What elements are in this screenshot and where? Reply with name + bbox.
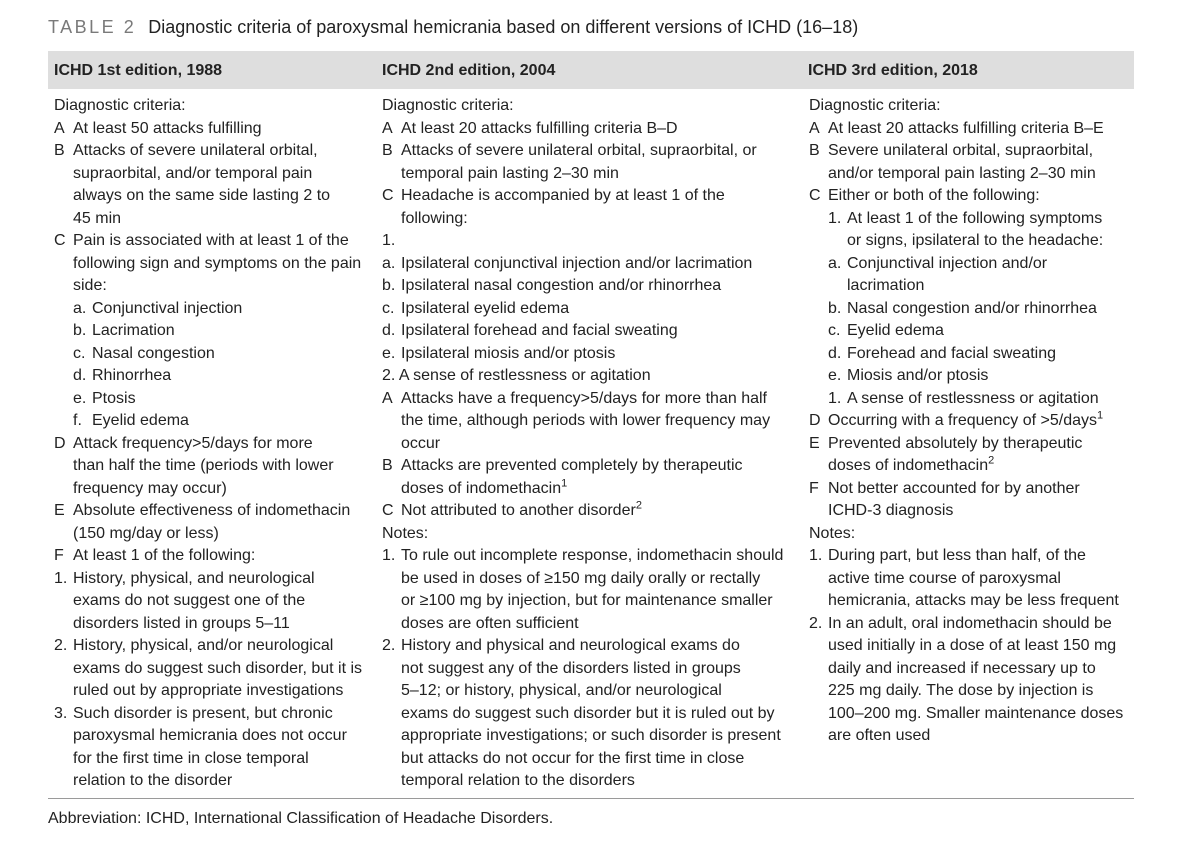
criteria-line [54, 208, 379, 231]
criteria-line [382, 725, 802, 748]
criteria-line [382, 253, 802, 276]
criteria-line [54, 680, 379, 703]
criteria-line [54, 500, 379, 523]
criteria-line [54, 388, 379, 411]
criteria-line [54, 568, 379, 591]
criteria-line [54, 433, 379, 456]
table-header-row [48, 51, 1134, 89]
criteria-line [382, 118, 802, 141]
criteria-text: Attacks are prevented completely by therapeutic [401, 457, 743, 474]
criteria-line [809, 298, 1134, 321]
criteria-text: Either or both of the following: [828, 187, 1040, 204]
criteria-text: Lacrimation [92, 322, 175, 339]
criteria-marker: C [382, 187, 394, 204]
criteria-line [809, 680, 1134, 703]
criteria-line [54, 658, 379, 681]
criteria-marker: C [54, 232, 66, 249]
criteria-text: Conjunctival injection and/or [847, 254, 1048, 272]
criteria-marker: 1. [809, 547, 823, 564]
criteria-line [382, 613, 802, 636]
criteria-text: History and physical and neurological exams do [401, 637, 740, 654]
criteria-text: and/or temporal pain lasting 2–30 min [828, 164, 1096, 182]
criteria-line [382, 568, 802, 591]
criteria-line [382, 230, 802, 253]
criteria-line [382, 185, 802, 208]
criteria-text: Ipsilateral eyelid edema [401, 299, 570, 317]
criteria-line [809, 410, 1134, 433]
criteria-text: temporal pain lasting 2–30 min [401, 164, 619, 182]
criteria-line [382, 500, 802, 523]
criteria-text: Rhinorrhea [92, 367, 172, 384]
header-ichd-3rd: ICHD 3rd edition, 2018 [808, 62, 978, 79]
criteria-line [809, 185, 1134, 208]
criteria-line [54, 748, 379, 771]
criteria-line [54, 343, 379, 366]
criteria-marker: A [809, 119, 820, 137]
criteria-line [809, 95, 1134, 118]
criteria-line [54, 95, 379, 118]
criteria-line [809, 275, 1134, 298]
criteria-text: In an adult, oral indomethacin should be [828, 614, 1112, 632]
criteria-text: appropriate investigations; or such disorder is present [401, 727, 781, 744]
criteria-line [809, 140, 1134, 163]
criteria-marker: e. [382, 344, 396, 362]
criteria-marker: A [54, 119, 65, 137]
criteria-text: be used in doses of ≥150 mg daily orally or rectally [401, 569, 761, 587]
criteria-marker: B [382, 142, 393, 159]
criteria-line [809, 388, 1134, 411]
criteria-text: Severe unilateral orbital, supraorbital, [828, 142, 1094, 159]
criteria-line [382, 433, 802, 456]
criteria-line [54, 523, 379, 546]
criteria-marker: c. [382, 299, 395, 317]
criteria-line [382, 163, 802, 186]
criteria-text: frequency may occur) [73, 479, 227, 497]
criteria-line [382, 388, 802, 411]
criteria-text: but attacks do not occur for the first time in close [401, 749, 745, 767]
criteria-text: or ≥100 mg by injection, but for maintenance smaller [401, 592, 773, 609]
criteria-text: doses of indomethacin [828, 457, 989, 474]
criteria-line [809, 320, 1134, 343]
criteria-text: following: [401, 209, 468, 227]
criteria-text: following sign and symptoms on the pain [73, 254, 362, 272]
criteria-line [54, 635, 379, 658]
criteria-text: the time, although periods with lower frequency may [401, 412, 771, 429]
criteria-marker: D [809, 412, 821, 429]
criteria-marker: a. [73, 299, 87, 317]
criteria-marker: 2. [382, 637, 396, 654]
criteria-text: active time course of paroxysmal [828, 569, 1061, 587]
criteria-line [809, 545, 1134, 568]
criteria-line [809, 163, 1134, 186]
criteria-line [54, 118, 379, 141]
criteria-line [54, 163, 379, 186]
criteria-marker: 2. [809, 614, 823, 632]
criteria-text: always on the same side lasting 2 to [73, 187, 331, 204]
column-ichd-2nd [382, 95, 802, 793]
criteria-marker: F [809, 479, 819, 497]
table-title: Diagnostic criteria of paroxysmal hemicrania based on different versions of ICHD (16–18) [148, 17, 859, 37]
criteria-line [809, 613, 1134, 636]
criteria-text: paroxysmal hemicrania does not occur [73, 727, 347, 744]
footnote-ref: 2 [988, 454, 995, 467]
criteria-marker: d. [828, 344, 842, 362]
criteria-line [54, 365, 379, 388]
criteria-text: 225 mg daily. The dose by injection is [828, 682, 1094, 699]
criteria-marker: e. [828, 367, 842, 384]
criteria-line [809, 455, 1134, 478]
criteria-text: doses are often sufficient [401, 614, 579, 632]
table-bottom-rule [48, 798, 1134, 799]
criteria-line [54, 298, 379, 321]
criteria-line [54, 410, 379, 433]
criteria-text: Miosis and/or ptosis [847, 367, 989, 384]
criteria-line [809, 725, 1134, 748]
criteria-text: Prevented absolutely by therapeutic [828, 434, 1083, 452]
criteria-line [809, 478, 1134, 501]
criteria-line [809, 703, 1134, 726]
criteria-marker: E [54, 502, 65, 519]
criteria-marker: B [54, 142, 65, 159]
criteria-text: ruled out by appropriate investigations [73, 682, 344, 699]
criteria-line [54, 478, 379, 501]
criteria-text: Attack frequency>5/days for more [73, 434, 313, 452]
criteria-marker: f. [73, 412, 82, 429]
criteria-line [54, 770, 379, 793]
table-label: TABLE 2 [48, 17, 137, 37]
criteria-line [382, 410, 802, 433]
criteria-text: 100–200 mg. Smaller maintenance doses [828, 704, 1124, 722]
criteria-text: supraorbital, and/or temporal pain [73, 164, 313, 182]
criteria-text: At least 1 of the following: [73, 547, 256, 564]
criteria-line [54, 455, 379, 478]
criteria-line [809, 658, 1134, 681]
column-ichd-3rd [809, 95, 1134, 748]
criteria-line [382, 545, 802, 568]
criteria-text: daily and increased if necessary up to [828, 659, 1096, 677]
criteria-text: hemicrania, attacks may be less frequent [828, 592, 1119, 609]
criteria-line [382, 343, 802, 366]
criteria-text: Diagnostic criteria: [54, 97, 186, 114]
criteria-marker: 2. [54, 637, 68, 654]
criteria-marker: c. [73, 344, 86, 362]
criteria-text: disorders listed in groups 5–11 [73, 614, 290, 632]
criteria-line [809, 230, 1134, 253]
criteria-line [382, 275, 802, 298]
criteria-line [809, 118, 1134, 141]
criteria-line [54, 275, 379, 298]
criteria-line [54, 590, 379, 613]
criteria-text: Diagnostic criteria: [809, 97, 941, 114]
criteria-line [809, 523, 1134, 546]
criteria-marker: 1. [54, 569, 68, 587]
criteria-marker: 1. [828, 389, 842, 407]
criteria-text: At least 20 attacks fulfilling criteria B–D [401, 119, 678, 137]
criteria-text: Ipsilateral conjunctival injection and/or lacrimation [401, 254, 753, 272]
criteria-text: exams do not suggest one of the [73, 592, 306, 609]
criteria-marker: F [54, 547, 64, 564]
criteria-text: temporal relation to the disorders [401, 772, 635, 789]
criteria-text: Eyelid edema [847, 322, 944, 339]
criteria-text: used initially in a dose of at least 150 mg [828, 637, 1117, 654]
criteria-text: 45 min [73, 209, 122, 227]
criteria-line [382, 365, 802, 388]
criteria-line [382, 590, 802, 613]
criteria-text: side: [73, 277, 107, 294]
criteria-marker: 1. [828, 209, 842, 227]
criteria-marker: b. [828, 299, 842, 317]
criteria-marker: D [54, 434, 66, 452]
criteria-line [382, 320, 802, 343]
criteria-text: lacrimation [847, 277, 925, 294]
criteria-text: During part, but less than half, of the [828, 547, 1086, 564]
criteria-text: A sense of restlessness or agitation [847, 389, 1099, 407]
criteria-line [809, 343, 1134, 366]
criteria-text: are often used [828, 727, 931, 744]
criteria-marker: 3. [54, 704, 68, 722]
criteria-text: At least 1 of the following symptoms [847, 209, 1103, 227]
criteria-line [809, 590, 1134, 613]
criteria-text: Eyelid edema [92, 412, 189, 429]
criteria-text: Notes: [809, 524, 856, 542]
criteria-line [809, 365, 1134, 388]
criteria-line [54, 185, 379, 208]
criteria-marker: A [382, 389, 393, 407]
criteria-text: Occurring with a frequency of >5/days [828, 412, 1098, 429]
criteria-text: Absolute effectiveness of indomethacin [73, 502, 351, 519]
criteria-text: History, physical, and/or neurological [73, 637, 334, 654]
criteria-line [809, 568, 1134, 591]
criteria-marker: d. [382, 322, 396, 339]
column-ichd-1st [54, 95, 379, 793]
criteria-marker: a. [382, 254, 396, 272]
criteria-line [382, 748, 802, 771]
criteria-marker: B [809, 142, 820, 159]
criteria-line [382, 703, 802, 726]
criteria-marker: E [809, 434, 820, 452]
criteria-text: not suggest any of the disorders listed in groups [401, 659, 741, 677]
criteria-text: doses of indomethacin [401, 479, 562, 497]
criteria-text: or signs, ipsilateral to the headache: [847, 232, 1104, 249]
criteria-text: relation to the disorder [73, 772, 233, 789]
criteria-text: At least 50 attacks fulfilling [73, 119, 262, 137]
footnote-ref: 1 [561, 477, 568, 490]
criteria-text: Attacks have a frequency>5/days for more than half [401, 389, 767, 407]
criteria-line [54, 140, 379, 163]
header-ichd-1st: ICHD 1st edition, 1988 [54, 62, 223, 79]
criteria-line [382, 523, 802, 546]
criteria-text: Nasal congestion and/or rhinorrhea [847, 299, 1097, 317]
criteria-text: Notes: [382, 524, 429, 542]
table-footnote: Abbreviation: ICHD, International Classification of Headache Disorders. [48, 810, 554, 827]
criteria-line [809, 253, 1134, 276]
criteria-text: Nasal congestion [92, 344, 215, 362]
criteria-marker: A [382, 119, 393, 137]
criteria-line [809, 433, 1134, 456]
criteria-line [382, 208, 802, 231]
criteria-marker: B [382, 457, 393, 474]
criteria-text: Forehead and facial sweating [847, 344, 1057, 362]
criteria-line [382, 658, 802, 681]
criteria-line [54, 230, 379, 253]
criteria-line [809, 208, 1134, 231]
criteria-text: Such disorder is present, but chronic [73, 704, 333, 722]
criteria-marker: 1. [382, 232, 396, 249]
table-caption [48, 17, 858, 38]
criteria-marker: c. [828, 322, 841, 339]
criteria-marker: 1. [382, 547, 396, 564]
criteria-text: Diagnostic criteria: [382, 97, 514, 114]
criteria-text: Ptosis [92, 389, 136, 407]
criteria-text: 5–12; or history, physical, and/or neurological [401, 682, 722, 699]
criteria-line [382, 680, 802, 703]
criteria-text: exams do suggest such disorder, but it is [73, 659, 363, 677]
criteria-marker: e. [73, 389, 87, 407]
criteria-text: Not better accounted for by another [828, 479, 1080, 497]
criteria-text: Pain is associated with at least 1 of the [73, 232, 349, 249]
criteria-line [54, 320, 379, 343]
criteria-marker: C [809, 187, 821, 204]
criteria-text: occur [401, 434, 441, 452]
criteria-line [382, 298, 802, 321]
criteria-line [382, 455, 802, 478]
criteria-marker: a. [828, 254, 842, 272]
criteria-text: Headache is accompanied by at least 1 of the [401, 187, 725, 204]
criteria-text: Ipsilateral forehead and facial sweating [401, 322, 678, 339]
criteria-marker: C [382, 502, 394, 519]
criteria-text: History, physical, and neurological [73, 569, 315, 587]
criteria-text: Ipsilateral nasal congestion and/or rhinorrhea [401, 277, 722, 294]
criteria-line [382, 770, 802, 793]
criteria-marker: b. [73, 322, 87, 339]
criteria-marker: b. [382, 277, 396, 294]
criteria-text: exams do suggest such disorder but it is ruled out by [401, 704, 775, 722]
criteria-text: Ipsilateral miosis and/or ptosis [401, 344, 616, 362]
criteria-text: 2. A sense of restlessness or agitation [382, 367, 651, 384]
footnote-ref: 2 [635, 499, 642, 512]
criteria-line [809, 500, 1134, 523]
criteria-text: Attacks of severe unilateral orbital, [73, 142, 318, 159]
criteria-text: ICHD-3 diagnosis [828, 502, 954, 519]
criteria-text: Not attributed to another disorder [401, 502, 636, 519]
criteria-line [382, 95, 802, 118]
criteria-text: (150 mg/day or less) [73, 524, 219, 542]
criteria-text: than half the time (periods with lower [73, 457, 334, 474]
criteria-line [382, 478, 802, 501]
criteria-text: Attacks of severe unilateral orbital, supraorbital, or [401, 142, 757, 159]
header-ichd-2nd: ICHD 2nd edition, 2004 [382, 62, 556, 79]
criteria-text: To rule out incomplete response, indomethacin should [401, 547, 784, 564]
criteria-text: for the first time in close temporal [73, 749, 309, 767]
criteria-line [382, 140, 802, 163]
criteria-text: Conjunctival injection [92, 299, 243, 317]
criteria-line [809, 635, 1134, 658]
criteria-line [54, 703, 379, 726]
criteria-line [54, 725, 379, 748]
criteria-marker: d. [73, 367, 87, 384]
criteria-line [54, 545, 379, 568]
criteria-text: At least 20 attacks fulfilling criteria B–E [828, 119, 1104, 137]
criteria-line [54, 253, 379, 276]
criteria-line [54, 613, 379, 636]
criteria-line [382, 635, 802, 658]
footnote-ref: 1 [1097, 409, 1104, 422]
